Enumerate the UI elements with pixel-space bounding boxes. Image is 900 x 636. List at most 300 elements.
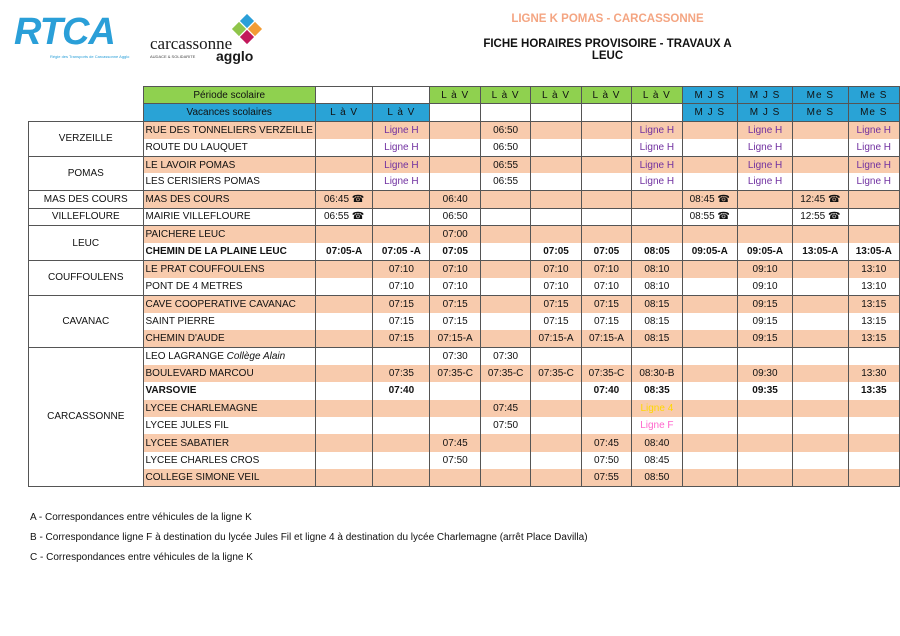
stop-name-text: LYCEE SABATIER (145, 437, 230, 449)
departure-time (315, 434, 372, 451)
vacances-col-header: Me S (848, 104, 899, 121)
departure-time (682, 260, 737, 277)
departure-time (848, 226, 899, 243)
departure-time (315, 400, 372, 417)
departure-time (480, 260, 530, 277)
stop-name (143, 330, 315, 347)
departure-time (848, 452, 899, 469)
departure-time (430, 469, 480, 486)
departure-time: 13:05-A (848, 243, 899, 260)
departure-time: 07:45 (480, 400, 530, 417)
timetable-row (29, 243, 900, 260)
departure-time (480, 434, 530, 451)
departure-time: 07:05 -A (373, 243, 430, 260)
departure-time (848, 434, 899, 451)
departure-time (793, 173, 848, 190)
departure-time: 08:10 (632, 260, 682, 277)
header-spacer (29, 104, 144, 121)
periode-col-header: M J S (682, 87, 737, 104)
departure-time: 07:10 (581, 278, 631, 295)
departure-time (848, 347, 899, 364)
departure-time: 08:15 (632, 330, 682, 347)
vacances-col-header (581, 104, 631, 121)
connection-line-cell: Ligne H (737, 156, 792, 173)
departure-time (373, 191, 430, 208)
departure-time (531, 400, 581, 417)
timetable-row (29, 330, 900, 347)
stop-name (143, 191, 315, 208)
departure-time: 07:05 (581, 243, 631, 260)
departure-time (315, 173, 372, 190)
departure-time (682, 330, 737, 347)
departure-time: 13:15 (848, 330, 899, 347)
departure-time: 12:45 ☎ (793, 191, 848, 208)
departure-time (531, 121, 581, 138)
stop-name-text: PAICHERE LEUC (145, 229, 226, 241)
vacances-scolaires-label: Vacances scolaires (143, 104, 315, 121)
periode-scolaire-label: Période scolaire (143, 87, 315, 104)
stop-name (143, 382, 315, 399)
departure-time: 07:15 (531, 295, 581, 312)
departure-time: 09:15 (737, 313, 792, 330)
header-row-vacances (29, 104, 900, 121)
departure-time (581, 226, 631, 243)
departure-time: 07:35-C (480, 365, 530, 382)
departure-time: 13:30 (848, 365, 899, 382)
vacances-col-header (430, 104, 480, 121)
departure-time: 07:15 (581, 295, 631, 312)
timetable-row (29, 208, 900, 225)
departure-time (315, 382, 372, 399)
connection-line-cell: Ligne F (632, 417, 682, 434)
departure-time (737, 226, 792, 243)
departure-time (682, 434, 737, 451)
departure-time (793, 417, 848, 434)
departure-time (531, 139, 581, 156)
vacances-col-header: L à V (315, 104, 372, 121)
vacances-col-header: M J S (682, 104, 737, 121)
departure-time: 07:35 (373, 365, 430, 382)
stop-name-text: PONT DE 4 METRES (145, 280, 243, 292)
departure-time: 07:15 (373, 313, 430, 330)
departure-time (315, 156, 372, 173)
stop-name-text: CHEMIN D'AUDE (145, 332, 225, 344)
departure-time: 12:55 ☎ (793, 208, 848, 225)
stop-name (143, 469, 315, 486)
departure-time (531, 452, 581, 469)
departure-time (682, 400, 737, 417)
departure-time: 13:05-A (793, 243, 848, 260)
departure-time (682, 417, 737, 434)
timetable-subtitle: FICHE HORAIRES PROVISOIRE - TRAVAUX A LEUC (483, 38, 732, 62)
departure-time (315, 452, 372, 469)
departure-time (581, 208, 631, 225)
departure-time (430, 156, 480, 173)
departure-time (480, 243, 530, 260)
departure-time: 13:15 (848, 313, 899, 330)
departure-time (793, 121, 848, 138)
locality-cell: POMAS (29, 156, 144, 191)
stop-name-text: BOULEVARD MARCOU (145, 367, 254, 379)
departure-time (581, 121, 631, 138)
departure-time (373, 226, 430, 243)
departure-time (531, 434, 581, 451)
departure-time (793, 452, 848, 469)
departure-time (480, 278, 530, 295)
departure-time: 07:10 (373, 260, 430, 277)
timetable-row (29, 400, 900, 417)
departure-time: 07:35-C (581, 365, 631, 382)
departure-time (737, 434, 792, 451)
stop-name (143, 365, 315, 382)
departure-time (430, 139, 480, 156)
vacances-col-header: L à V (373, 104, 430, 121)
locality-cell: CARCASSONNE (29, 347, 144, 486)
departure-time (373, 452, 430, 469)
line-title: LIGNE K POMAS - CARCASSONNE (511, 13, 704, 25)
timetable-row (29, 434, 900, 451)
departure-time (430, 417, 480, 434)
departure-time (793, 278, 848, 295)
stop-name (143, 208, 315, 225)
departure-time: 06:50 (480, 139, 530, 156)
departure-time (531, 226, 581, 243)
departure-time: 06:45 ☎ (315, 191, 372, 208)
stop-name (143, 295, 315, 312)
departure-time (581, 139, 631, 156)
departure-time (531, 191, 581, 208)
stop-name-text: COLLEGE SIMONE VEIL (145, 472, 260, 484)
departure-time (480, 452, 530, 469)
departure-time: 07:15-A (531, 330, 581, 347)
departure-time (682, 469, 737, 486)
departure-time (682, 295, 737, 312)
departure-time (682, 121, 737, 138)
stop-name (143, 156, 315, 173)
stop-name-text: LEO LAGRANGE (145, 350, 224, 362)
departure-time (480, 295, 530, 312)
stop-name (143, 243, 315, 260)
departure-time: 07:50 (581, 452, 631, 469)
timetable-row (29, 156, 900, 173)
agglo-logo-tagline: AUDACE & SOLIDARITE (150, 54, 196, 59)
departure-time (373, 434, 430, 451)
departure-time (373, 469, 430, 486)
timetable (28, 86, 900, 487)
departure-time: 07:40 (581, 382, 631, 399)
departure-time: 08:55 ☎ (682, 208, 737, 225)
departure-time: 13:35 (848, 382, 899, 399)
departure-time: 09:35 (737, 382, 792, 399)
departure-time (531, 156, 581, 173)
departure-time: 06:55 ☎ (315, 208, 372, 225)
connection-line-cell: Ligne H (737, 173, 792, 190)
departure-time (315, 278, 372, 295)
departure-time: 09:05-A (682, 243, 737, 260)
departure-time: 09:10 (737, 278, 792, 295)
departure-time (682, 139, 737, 156)
departure-time (632, 347, 682, 364)
departure-time: 07:15 (430, 313, 480, 330)
footnote-c: C - Correspondances entre véhicules de la ligne K (30, 552, 253, 563)
vacances-col-header (531, 104, 581, 121)
departure-time (373, 417, 430, 434)
stop-name (143, 139, 315, 156)
departure-time (373, 400, 430, 417)
agglo-diamonds-icon (226, 14, 268, 50)
timetable-row (29, 226, 900, 243)
locality-cell: LEUC (29, 226, 144, 261)
departure-time: 08:45 (632, 452, 682, 469)
departure-time: 07:10 (531, 278, 581, 295)
departure-time (480, 208, 530, 225)
departure-time (793, 139, 848, 156)
departure-time: 09:10 (737, 260, 792, 277)
stop-name-text: LYCEE CHARLEMAGNE (145, 402, 258, 414)
vacances-col-header (480, 104, 530, 121)
departure-time: 13:15 (848, 295, 899, 312)
departure-time (682, 278, 737, 295)
departure-time: 13:10 (848, 260, 899, 277)
departure-time (581, 347, 631, 364)
departure-time: 09:15 (737, 295, 792, 312)
departure-time (581, 173, 631, 190)
departure-time: 07:10 (531, 260, 581, 277)
departure-time (682, 313, 737, 330)
stop-name-text: MAS DES COURS (145, 194, 230, 206)
stop-name-extra: Collège Alain (226, 350, 286, 362)
carcassonne-agglo-logo (150, 14, 290, 64)
departure-time (848, 417, 899, 434)
departure-time: 06:50 (430, 208, 480, 225)
departure-time: 07:15 (373, 295, 430, 312)
timetable-row (29, 295, 900, 312)
departure-time (737, 400, 792, 417)
connection-line-cell: Ligne H (373, 139, 430, 156)
vacances-col-header (632, 104, 682, 121)
departure-time (480, 469, 530, 486)
departure-time (682, 365, 737, 382)
departure-time: 07:10 (581, 260, 631, 277)
departure-time: 07:15 (430, 295, 480, 312)
departure-time: 07:35-C (430, 365, 480, 382)
departure-time (531, 469, 581, 486)
connection-line-cell: Ligne H (632, 121, 682, 138)
departure-time (793, 295, 848, 312)
periode-col-header: Me S (793, 87, 848, 104)
vacances-col-header: M J S (737, 104, 792, 121)
departure-time (793, 156, 848, 173)
timetable-row (29, 260, 900, 277)
departure-time: 07:15-A (581, 330, 631, 347)
departure-time: 09:15 (737, 330, 792, 347)
stop-name (143, 434, 315, 451)
departure-time (793, 434, 848, 451)
agglo-logo-word2: agglo (216, 48, 254, 64)
departure-time: 06:55 (480, 173, 530, 190)
departure-time (632, 208, 682, 225)
periode-col-header (315, 87, 372, 104)
departure-time (581, 156, 631, 173)
departure-time (793, 330, 848, 347)
header-row-periode (29, 87, 900, 104)
stop-name (143, 313, 315, 330)
departure-time (430, 382, 480, 399)
departure-time (793, 365, 848, 382)
timetable-row (29, 452, 900, 469)
stop-name-text: SAINT PIERRE (145, 315, 215, 327)
departure-time (531, 382, 581, 399)
departure-time (682, 382, 737, 399)
timetable-row (29, 278, 900, 295)
departure-time: 07:30 (430, 347, 480, 364)
departure-time: 08:30-B (632, 365, 682, 382)
departure-time: 13:10 (848, 278, 899, 295)
departure-time (737, 191, 792, 208)
departure-time: 09:05-A (737, 243, 792, 260)
departure-time (737, 417, 792, 434)
departure-time: 07:45 (430, 434, 480, 451)
departure-time (480, 313, 530, 330)
departure-time (430, 400, 480, 417)
departure-time (682, 226, 737, 243)
departure-time (531, 173, 581, 190)
departure-time: 07:15 (373, 330, 430, 347)
departure-time (581, 400, 631, 417)
stop-name-text: VARSOVIE (145, 385, 197, 397)
connection-line-cell: Ligne H (848, 139, 899, 156)
rtca-logo-tagline: Régie des Transports de Carcassonne Agglo (50, 54, 130, 59)
locality-cell: MAS DES COURS (29, 191, 144, 208)
departure-time (682, 347, 737, 364)
departure-time (315, 295, 372, 312)
departure-time: 08:10 (632, 278, 682, 295)
departure-time (480, 226, 530, 243)
departure-time (373, 347, 430, 364)
periode-col-header: L à V (480, 87, 530, 104)
locality-cell: VERZEILLE (29, 121, 144, 156)
stop-name (143, 226, 315, 243)
timetable-row (29, 417, 900, 434)
periode-col-header: L à V (632, 87, 682, 104)
stop-name (143, 173, 315, 190)
connection-line-cell: Ligne H (373, 173, 430, 190)
agglo-logo-word1: carcassonne (150, 34, 233, 53)
departure-time (793, 400, 848, 417)
periode-col-header: L à V (430, 87, 480, 104)
departure-time: 08:35 (632, 382, 682, 399)
connection-line-cell: Ligne H (848, 173, 899, 190)
stop-name (143, 260, 315, 277)
departure-time: 07:55 (581, 469, 631, 486)
connection-line-cell: Ligne H (737, 121, 792, 138)
departure-time (430, 173, 480, 190)
timetable-row (29, 173, 900, 190)
periode-col-header: M J S (737, 87, 792, 104)
departure-time (581, 191, 631, 208)
departure-time (682, 173, 737, 190)
departure-time: 08:45 ☎ (682, 191, 737, 208)
stop-name (143, 121, 315, 138)
footnote-b: B - Correspondance ligne F à destination du lycée Jules Fil et ligne 4 à destination du lycée Charlemagne (arrêt Place Davilla) (30, 532, 588, 543)
departure-time (682, 452, 737, 469)
departure-time (315, 121, 372, 138)
departure-time (315, 469, 372, 486)
stop-name-text: RUE DES TONNELIERS VERZEILLE (145, 124, 313, 136)
departure-time (793, 260, 848, 277)
rtca-logo (14, 12, 142, 62)
connection-line-cell: Ligne H (632, 173, 682, 190)
timetable-row (29, 121, 900, 138)
periode-col-header: L à V (581, 87, 631, 104)
departure-time: 08:05 (632, 243, 682, 260)
departure-time (315, 260, 372, 277)
departure-time: 07:15-A (430, 330, 480, 347)
header-spacer (29, 87, 144, 104)
stop-name-text: LE LAVOIR POMAS (145, 159, 236, 171)
locality-cell: VILLEFLOURE (29, 208, 144, 225)
departure-time (531, 417, 581, 434)
footnote-a: A - Correspondances entre véhicules de la ligne K (30, 512, 252, 523)
timetable-row (29, 365, 900, 382)
departure-time (581, 417, 631, 434)
departure-time (793, 226, 848, 243)
periode-col-header (373, 87, 430, 104)
departure-time: 07:05 (531, 243, 581, 260)
timetable-row (29, 191, 900, 208)
departure-time: 08:15 (632, 313, 682, 330)
departure-time (480, 191, 530, 208)
departure-time: 07:10 (430, 278, 480, 295)
departure-time: 07:15 (531, 313, 581, 330)
periode-col-header: Me S (848, 87, 899, 104)
stop-name-text: CHEMIN DE LA PLAINE LEUC (145, 245, 287, 257)
departure-time (315, 226, 372, 243)
departure-time (315, 330, 372, 347)
locality-cell: CAVANAC (29, 295, 144, 347)
departure-time (848, 208, 899, 225)
departure-time: 07:40 (373, 382, 430, 399)
departure-time (737, 208, 792, 225)
departure-time (531, 208, 581, 225)
stop-name-text: LYCEE JULES FIL (145, 420, 229, 432)
departure-time (480, 330, 530, 347)
departure-time (531, 347, 581, 364)
departure-time: 07:35-C (531, 365, 581, 382)
departure-time (315, 347, 372, 364)
departure-time: 08:50 (632, 469, 682, 486)
stop-name (143, 278, 315, 295)
departure-time: 08:40 (632, 434, 682, 451)
stop-name (143, 347, 315, 364)
departure-time: 07:50 (430, 452, 480, 469)
stop-name (143, 417, 315, 434)
departure-time: 07:30 (480, 347, 530, 364)
departure-time: 09:30 (737, 365, 792, 382)
locality-cell: COUFFOULENS (29, 260, 144, 295)
departure-time: 07:05 (430, 243, 480, 260)
departure-time (682, 156, 737, 173)
stop-name-text: ROUTE DU LAUQUET (145, 141, 248, 153)
departure-time: 07:10 (430, 260, 480, 277)
timetable-row (29, 382, 900, 399)
connection-line-cell: Ligne H (632, 156, 682, 173)
departure-time (430, 121, 480, 138)
departure-time (848, 400, 899, 417)
timetable-row (29, 469, 900, 486)
departure-time: 06:55 (480, 156, 530, 173)
timetable-row (29, 347, 900, 364)
